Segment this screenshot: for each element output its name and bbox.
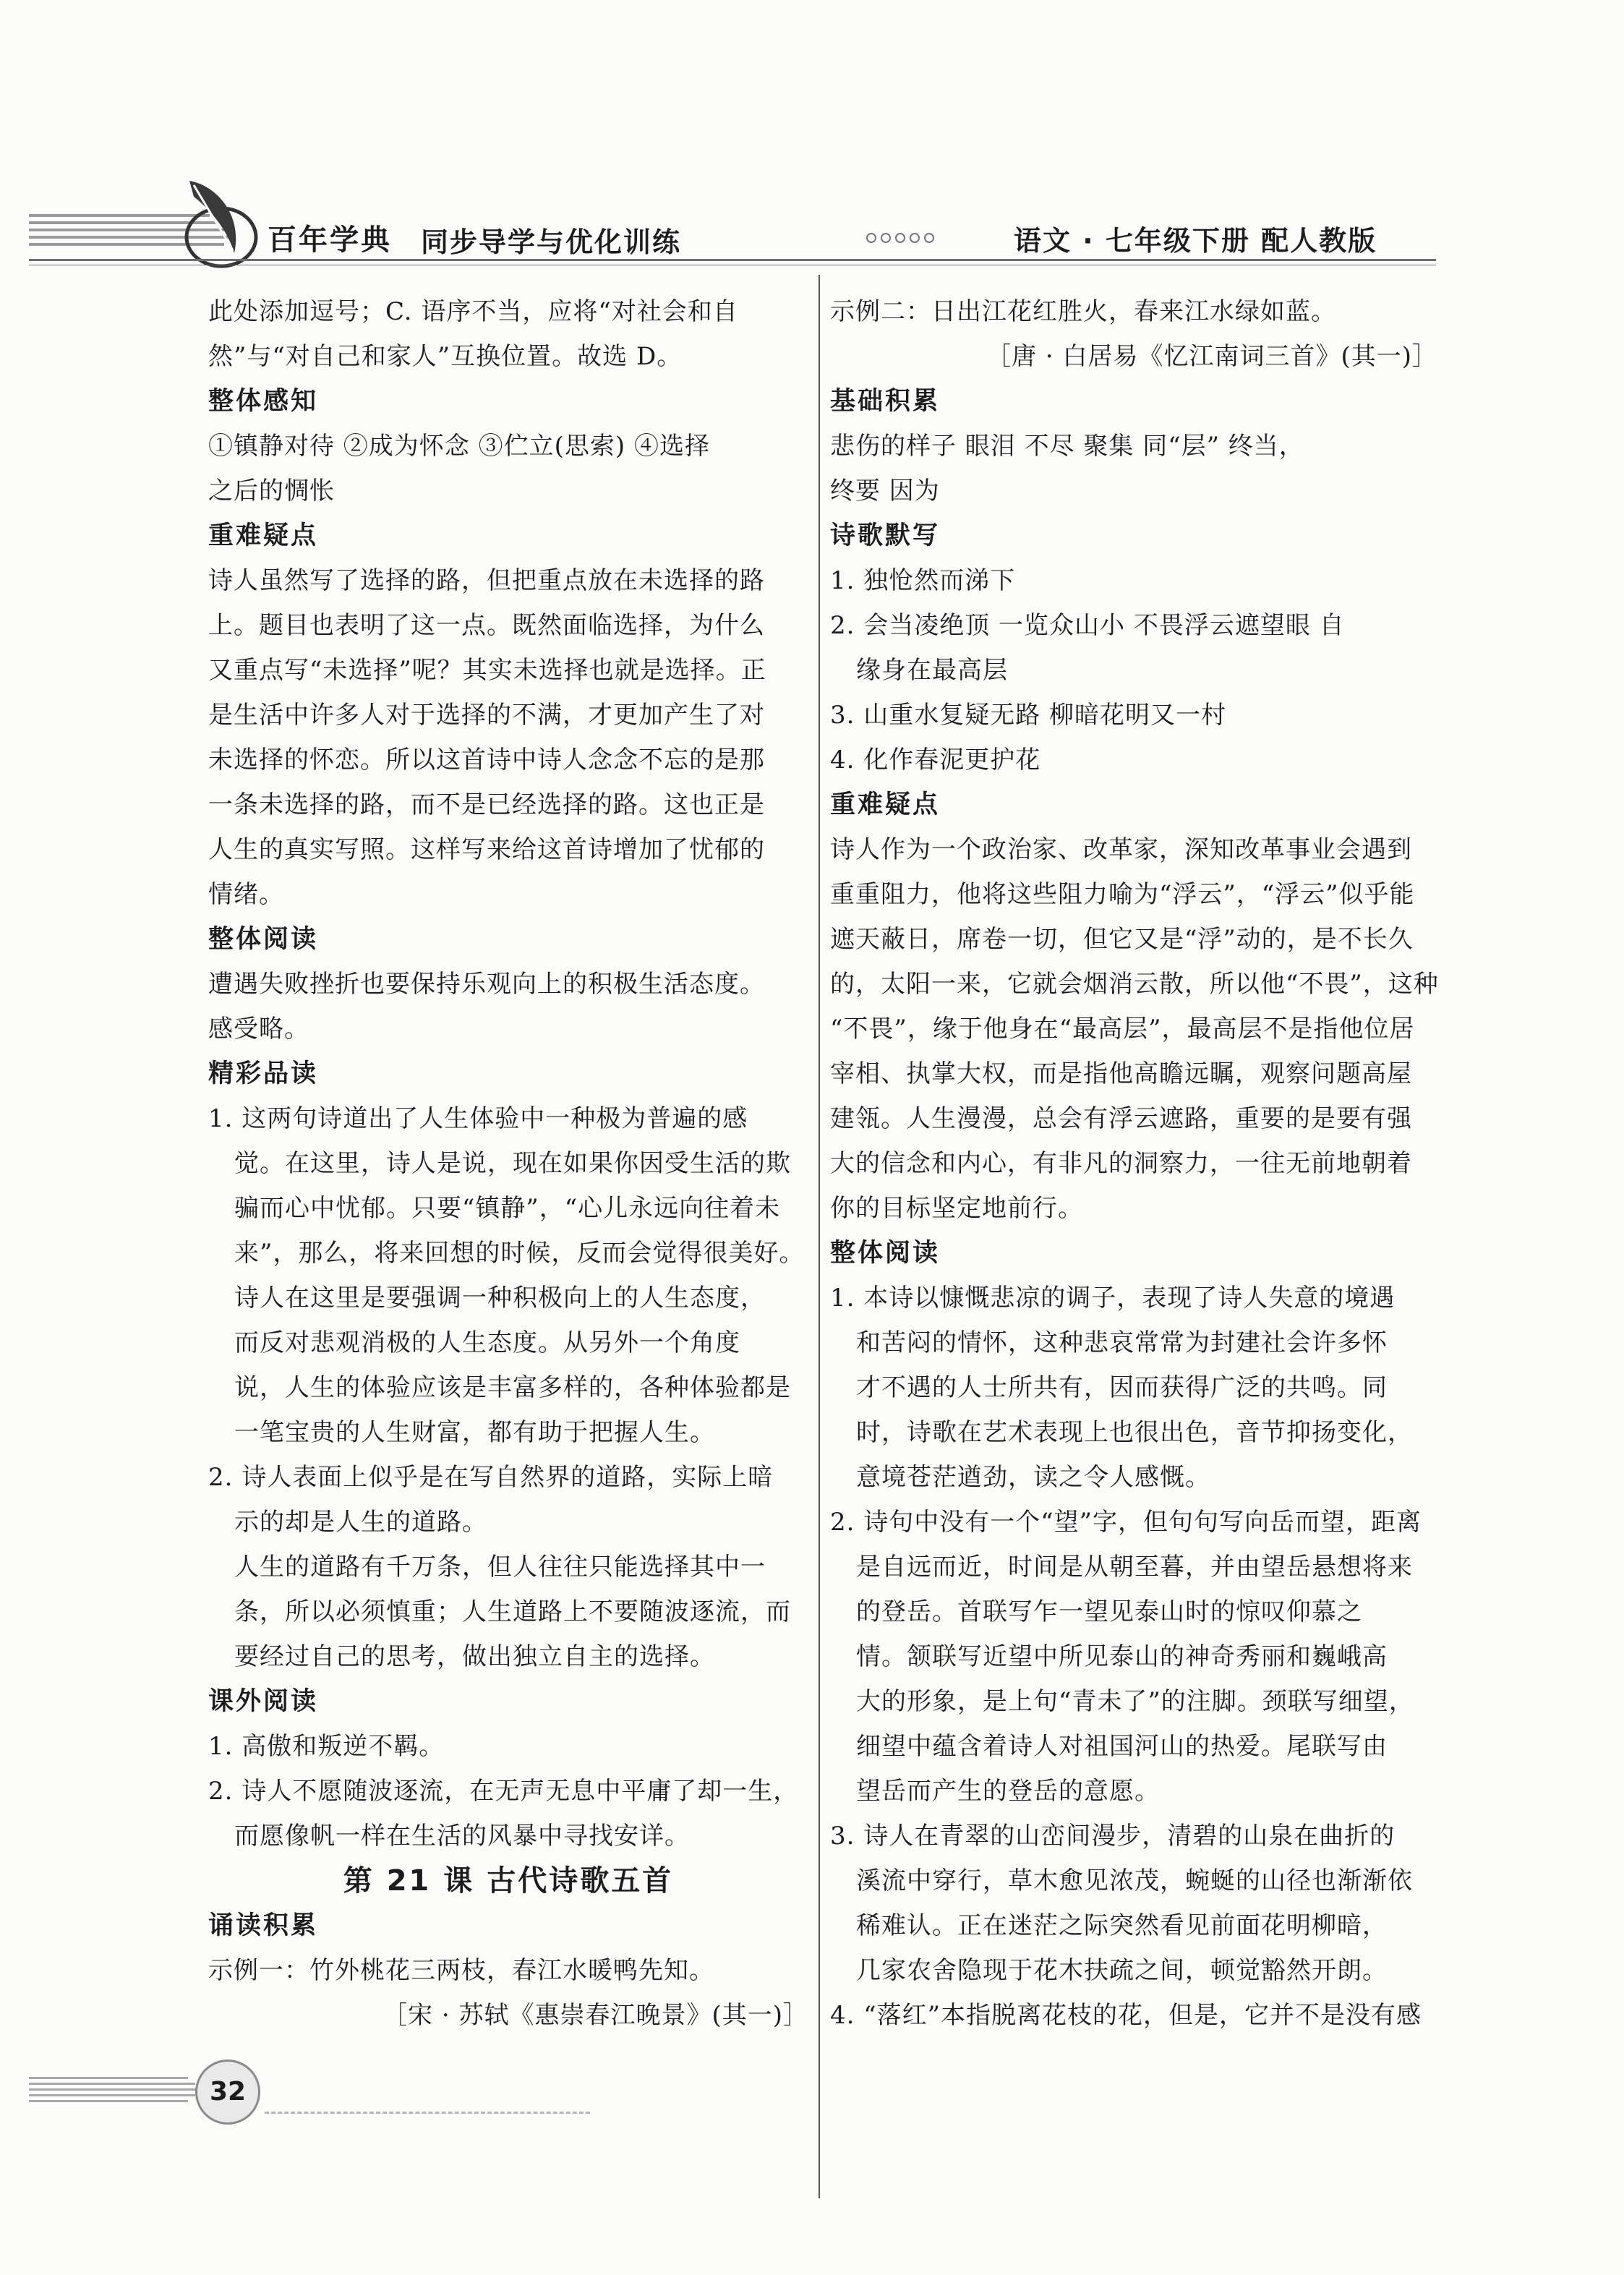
text-line: 4. “落红”本指脱离花枝的花，但是，它并不是没有感 <box>830 2001 1422 2030</box>
text-line: 大的形象，是上句“青未了”的注脚。颈联写细望， <box>856 1687 1414 1716</box>
text-line: 诗人作为一个政治家、改革家，深知改革事业会遇到 <box>830 835 1412 864</box>
text-line: 细望中蕴含着诗人对祖国河山的热爱。尾联写由 <box>856 1732 1388 1761</box>
section-heading: 课外阅读 <box>208 1687 319 1716</box>
text-line: 2. 诗人不愿随波逐流，在无声无息中平庸了却一生， <box>208 1777 799 1806</box>
section-heading: 精彩品读 <box>208 1059 319 1088</box>
lesson-title: 第 21 课 古代诗歌五首 <box>343 1864 674 1898</box>
text-line: 才不遇的人士所共有，因而获得广泛的共鸣。同 <box>856 1373 1388 1402</box>
header-dots <box>866 233 934 243</box>
text-line: 而愿像帆一样在生活的风暴中寻找安详。 <box>234 1822 690 1851</box>
text-line: 2. 诗人表面上似乎是在写自然界的道路，实际上暗 <box>208 1463 774 1492</box>
text-line: 示的却是人生的道路。 <box>234 1508 487 1537</box>
text-line: 和苦闷的情怀，这种悲哀常常为封建社会许多怀 <box>856 1328 1388 1357</box>
text-line: 重重阻力，他将这些阻力喻为“浮云”，“浮云”似乎能 <box>830 880 1415 909</box>
text-line: 溪流中穿行，草木愈见浓茂，蜿蜒的山径也渐渐依 <box>856 1866 1413 1895</box>
poem-source: ［宋 · 苏轼《惠崇春江晚景》(其一)］ <box>383 2001 808 2030</box>
text-line: 说，人生的体验应该是丰富多样的，各种体验都是 <box>234 1373 791 1402</box>
section-heading: 重难疑点 <box>208 521 319 550</box>
text-line: 未选择的怀恋。所以这首诗中诗人念念不忘的是那 <box>208 746 765 774</box>
quill-logo-icon <box>165 163 266 272</box>
text-line: 3. 诗人在青翠的山峦间漫步，清碧的山泉在曲折的 <box>830 1822 1396 1851</box>
left-column <box>208 289 808 2038</box>
text-line: 此处添加逗号；C. 语序不当，应将“对社会和自 <box>208 297 738 326</box>
section-heading: 重难疑点 <box>830 790 941 819</box>
text-line: 1. 高傲和叛逆不羁。 <box>208 1732 445 1761</box>
text-line: 的登岳。首联写乍一望见泰山时的惊叹仰慕之 <box>856 1597 1362 1626</box>
text-line: 要经过自己的思考，做出独立自主的选择。 <box>234 1642 715 1671</box>
text-line: 宰相、执掌大权，而是指他高瞻远瞩，观察问题高屋 <box>830 1059 1412 1088</box>
text-line: 情。颔联写近望中所见泰山的神奇秀丽和巍峨高 <box>856 1642 1388 1671</box>
text-line: 望岳而产生的登岳的意愿。 <box>856 1777 1160 1806</box>
text-line: 上。题目也表明了这一点。既然面临选择，为什么 <box>208 611 765 640</box>
text-line: 时，诗歌在艺术表现上也很出色，音节抑扬变化， <box>856 1418 1413 1447</box>
text-line: 大的信念和内心，有非凡的洞察力，一往无前地朝着 <box>830 1149 1412 1178</box>
section-heading: 诗歌默写 <box>830 521 941 550</box>
text-line: 悲伤的样子 眼泪 不尽 聚集 同“层” 终当， <box>830 432 1304 461</box>
section-heading: 诵读积累 <box>208 1911 319 1940</box>
text-line: 意境苍茫遒劲，读之令人感慨。 <box>856 1463 1210 1492</box>
text-line: 来”，那么，将来回想的时候，反而会觉得很美好。 <box>234 1239 805 1268</box>
section-heading: 基础积累 <box>830 387 941 416</box>
text-line: 而反对悲观消极的人生态度。从另外一个角度 <box>234 1328 740 1357</box>
page-number: 32 <box>195 2060 260 2125</box>
text-line: 感受略。 <box>208 1015 309 1043</box>
section-heading: 整体阅读 <box>830 1239 941 1268</box>
footer-dashed-rule <box>265 2112 590 2114</box>
text-line: 一条未选择的路，而不是已经选择的路。这也正是 <box>208 790 765 819</box>
text-line: 几家农舍隐现于花木扶疏之间，顿觉豁然开朗。 <box>856 1956 1388 1985</box>
header-rule <box>29 259 1436 261</box>
right-column <box>830 289 1437 2038</box>
text-line: 人生的真实写照。这样写来给这首诗增加了忧郁的 <box>208 835 765 864</box>
text-line: 4. 化作春泥更护花 <box>830 746 1041 774</box>
text-line: 一笔宝贵的人生财富，都有助于把握人生。 <box>234 1418 715 1447</box>
text-line: 1. 本诗以慷慨悲凉的调子，表现了诗人失意的境遇 <box>830 1284 1396 1312</box>
header-subtitle: 同步导学与优化训练 <box>421 226 682 258</box>
text-line: 你的目标坚定地前行。 <box>830 1194 1083 1223</box>
text-line: “不畏”，缘于他身在“最高层”，最高层不是指他位居 <box>830 1015 1415 1043</box>
text-line: 示例二：日出江花红胜火，春来江水绿如蓝。 <box>830 297 1336 326</box>
text-line: 建瓴。人生漫漫，总会有浮云遮路，重要的是要有强 <box>830 1104 1412 1133</box>
section-heading: 整体阅读 <box>208 925 319 954</box>
text-line: 是自远而近，时间是从朝至暮，并由望岳悬想将来 <box>856 1553 1413 1582</box>
text-line: 之后的惆怅 <box>208 477 335 505</box>
text-line: 1. 这两句诗道出了人生体验中一种极为普遍的感 <box>208 1104 748 1133</box>
text-line: 是生活中许多人对于选择的不满，才更加产生了对 <box>208 701 765 730</box>
text-line: 2. 诗句中没有一个“望”字，但句句写向岳而望，距离 <box>830 1508 1422 1537</box>
text-line: 1. 独怆然而涕下 <box>830 566 1016 595</box>
text-line: 觉。在这里，诗人是说，现在如果你因受生活的欺 <box>234 1149 791 1178</box>
text-line: 示例一：竹外桃花三两枝，春江水暖鸭先知。 <box>208 1956 714 1985</box>
text-line: 3. 山重水复疑无路 柳暗花明又一村 <box>830 701 1227 730</box>
column-divider <box>819 275 820 2198</box>
text-line: 缘身在最高层 <box>856 656 1008 685</box>
text-line: 的，太阳一来，它就会烟消云散，所以他“不畏”，这种 <box>830 970 1439 999</box>
poem-source: ［唐 · 白居易《忆江南词三首》(其一)］ <box>986 342 1437 371</box>
text-line: 遭遇失败挫折也要保持乐观向上的积极生活态度。 <box>208 970 765 999</box>
text-line: 终要 因为 <box>830 477 940 505</box>
text-line: 人生的道路有千万条，但人往往只能选择其中一 <box>234 1553 766 1582</box>
text-line: 2. 会当凌绝顶 一览众山小 不畏浮云遮望眼 自 <box>830 611 1345 640</box>
text-line: 诗人虽然写了选择的路，但把重点放在未选择的路 <box>208 566 765 595</box>
brand-title: 百年学典 <box>268 223 392 257</box>
text-line: 情绪。 <box>208 880 284 909</box>
text-line: 又重点写“未选择”呢？其实未选择也就是选择。正 <box>208 656 766 685</box>
section-heading: 整体感知 <box>208 387 319 416</box>
text-line: 然”与“对自己和家人”互换位置。故选 D。 <box>208 342 683 371</box>
header-edition: 语文 · 七年级下册 配人教版 <box>1014 225 1377 257</box>
text-line: 骗而心中忧郁。只要“镇静”，“心儿永远向往着未 <box>234 1194 781 1223</box>
text-line: 稀难认。正在迷茫之际突然看见前面花明柳暗， <box>856 1911 1388 1940</box>
text-line: 诗人在这里是要强调一种积极向上的人生态度， <box>234 1284 766 1312</box>
text-line: ①镇静对待 ②成为怀念 ③伫立(思索) ④选择 <box>208 432 710 461</box>
text-line: 条，所以必须慎重；人生道路上不要随波逐流，而 <box>234 1597 791 1626</box>
text-line: 遮天蔽日，席卷一切，但它又是“浮”动的，是不长久 <box>830 925 1414 954</box>
